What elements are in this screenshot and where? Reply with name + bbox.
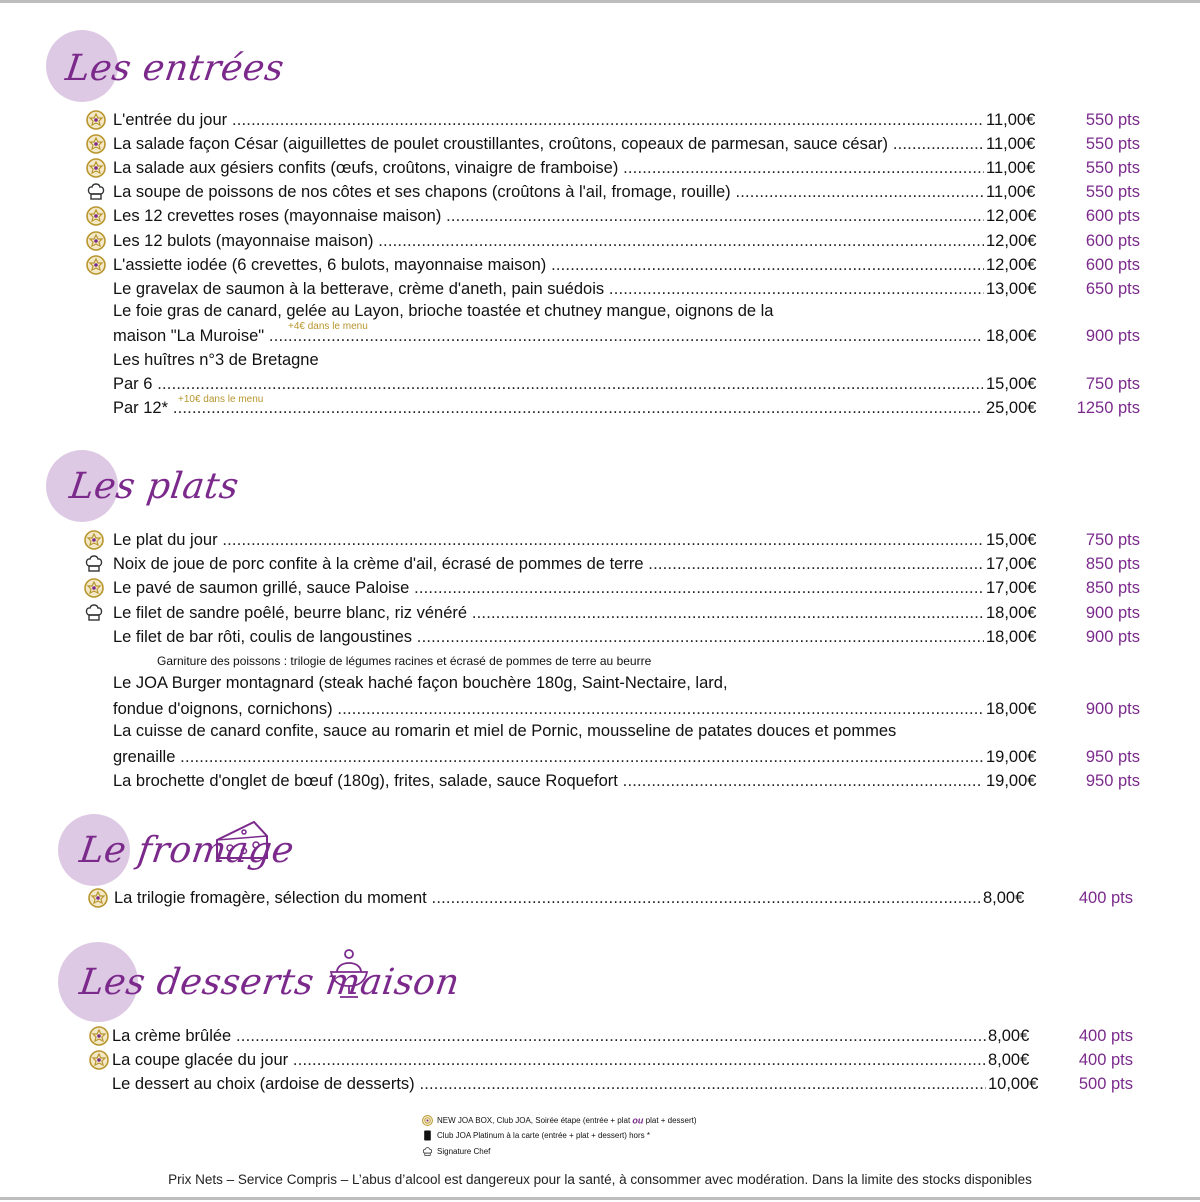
menu-item	[0, 133, 1200, 155]
item-name: La cuisse de canard confite, sauce au romarin et miel de Pornic, mousseline de patates douces et pommes	[113, 722, 897, 740]
item-name: L'assiette iodée (6 crevettes, 6 bulots, mayonnaise maison) .....	[113, 254, 984, 276]
item-points: 600 pts	[1085, 207, 1140, 226]
garniture-note: Garniture des poissons : trilogie de légumes racines et écrasé de pommes de terre au beurre	[157, 654, 652, 668]
item-points: 750 pts	[1085, 375, 1140, 393]
menu-item-burger	[0, 698, 1200, 720]
menu-item-burger-line1	[0, 672, 1200, 694]
joa-badge-icon	[84, 578, 104, 598]
chef-hat-icon	[84, 603, 104, 623]
menu-item	[0, 181, 1200, 203]
item-name: La salade aux gésiers confits (œufs, croûtons, vinaigre de framboise) .....	[113, 157, 984, 179]
item-points: 950 pts	[1085, 772, 1140, 790]
item-name: Le plat du jour .....	[113, 529, 984, 551]
item-price: 18,00€	[986, 603, 1037, 622]
menu-item	[0, 626, 1200, 648]
item-points: 900 pts	[1085, 627, 1140, 646]
item-name: Par 12* .....	[113, 397, 983, 419]
item-points: 900 pts	[1085, 603, 1140, 622]
item-name: La salade façon César (aiguillettes de poulet croustillantes, croûtons, copeaux de parmesan, sauce césar) .....	[113, 133, 984, 155]
menu-item	[0, 553, 1200, 575]
item-price: 8,00€	[988, 1051, 1030, 1070]
item-price: 17,00€	[986, 579, 1037, 598]
legend-ou: ou	[632, 1115, 644, 1126]
item-points: 500 pts	[1078, 1075, 1133, 1094]
section-title-entrees: Les entrées	[63, 48, 287, 89]
item-name: Le pavé de saumon grillé, sauce Paloise .....	[113, 577, 984, 599]
item-points: 600 pts	[1085, 231, 1140, 250]
item-name: Le foie gras de canard, gelée au Layon, brioche toastée et chutney mangue, oignons de la	[113, 302, 774, 320]
supplement-note: +4€ dans le menu	[288, 321, 368, 332]
menu-item	[0, 602, 1200, 624]
supplement-note: +10€ dans le menu	[178, 394, 264, 405]
item-name: Le filet de sandre poêlé, beurre blanc, riz vénéré .....	[113, 602, 984, 624]
item-points: 400 pts	[1078, 889, 1133, 907]
item-name: La soupe de poissons de nos côtes et ses chapons (croûtons à l'ail, fromage, rouille) .....	[113, 181, 984, 203]
menu-item	[0, 887, 1200, 909]
item-name: L'entrée du jour .....	[113, 109, 984, 131]
item-name: La crème brûlée .....	[112, 1025, 986, 1047]
item-price: 12,00€	[986, 255, 1037, 274]
bottom-border	[0, 1197, 1200, 1200]
item-name: La brochette d'onglet de bœuf (180g), frites, salade, sauce Roquefort .....	[113, 770, 983, 792]
item-name: Noix de joue de porc confite à la crème d'ail, écrasé de pommes de terre .....	[113, 553, 984, 575]
item-points: 900 pts	[1085, 700, 1140, 718]
platinum-card-icon	[422, 1130, 433, 1141]
item-price: 17,00€	[986, 555, 1037, 574]
item-price: 18,00€	[986, 327, 1037, 345]
joa-badge-icon	[89, 1050, 109, 1070]
item-price: 11,00€	[986, 135, 1036, 154]
menu-item-canard	[0, 746, 1200, 768]
menu-item-foie-gras	[0, 321, 1200, 347]
item-points: 950 pts	[1085, 748, 1140, 766]
top-border	[0, 0, 1200, 3]
item-price: 12,00€	[986, 207, 1037, 226]
menu-item-canard-line1	[0, 720, 1200, 742]
ice-cream-cup-icon	[328, 946, 370, 1000]
item-name: grenaille .....	[113, 746, 983, 768]
item-price: 15,00€	[986, 531, 1037, 549]
chef-hat-icon	[84, 554, 104, 574]
item-points: 650 pts	[1085, 279, 1140, 298]
menu-item	[0, 1073, 1200, 1095]
menu-item	[0, 205, 1200, 227]
joa-badge-icon	[89, 1026, 109, 1046]
item-points: 400 pts	[1078, 1027, 1133, 1045]
joa-badge-icon	[86, 255, 106, 275]
item-price: 13,00€	[986, 279, 1037, 298]
chef-hat-icon	[86, 182, 106, 202]
item-name: Les huîtres n°3 de Bretagne	[113, 351, 319, 369]
item-name: La coupe glacée du jour .....	[112, 1049, 986, 1071]
item-price: 18,00€	[986, 700, 1037, 718]
legend-signature: Signature Chef	[422, 1146, 490, 1157]
menu-item	[0, 109, 1200, 131]
menu-item	[0, 157, 1200, 179]
menu-item	[0, 230, 1200, 252]
item-points: 550 pts	[1085, 135, 1140, 154]
item-points: 550 pts	[1085, 111, 1140, 129]
item-name: Le filet de bar rôti, coulis de langoustines .....	[113, 626, 984, 648]
item-name: La trilogie fromagère, sélection du moment .....	[114, 887, 981, 909]
joa-badge-icon	[86, 134, 106, 154]
item-points: 600 pts	[1085, 255, 1140, 274]
cheese-icon	[214, 818, 270, 864]
item-points: 750 pts	[1085, 531, 1140, 549]
item-points: 550 pts	[1085, 183, 1140, 202]
joa-badge-icon	[86, 158, 106, 178]
item-price: 8,00€	[988, 1027, 1030, 1045]
menu-item-huitres-par6	[0, 373, 1200, 395]
joa-badge-icon	[88, 888, 108, 908]
item-price: 19,00€	[986, 748, 1037, 766]
footer-disclaimer: Prix Nets – Service Compris – L’abus d’alcool est dangereux pour la santé, à consommer avec modération. Dans la limite des stocks disponibles	[168, 1172, 1032, 1187]
section-title-desserts: Les desserts maison	[77, 962, 463, 1003]
item-name: fondue d'oignons, cornichons) .....	[113, 698, 983, 720]
joa-badge-icon	[86, 231, 106, 251]
item-points: 900 pts	[1085, 327, 1140, 345]
item-name: maison "La Muroise" .....	[113, 325, 983, 347]
item-price: 12,00€	[986, 231, 1037, 250]
menu-item	[0, 278, 1200, 300]
item-name: Les 12 crevettes roses (mayonnaise maison) .....	[113, 205, 984, 227]
item-price: 18,00€	[986, 627, 1037, 646]
item-price: 19,00€	[986, 772, 1037, 790]
item-name: Le gravelax de saumon à la betterave, crème d'aneth, pain suédois .....	[113, 278, 984, 300]
chef-hat-icon	[422, 1146, 433, 1157]
menu-item-huitres-title	[0, 349, 1200, 371]
joa-badge-icon	[422, 1115, 433, 1126]
menu-item-huitres-par12	[0, 394, 1200, 419]
item-name: Par 6 .....	[113, 373, 983, 395]
item-points: 550 pts	[1085, 159, 1140, 178]
item-points: 850 pts	[1085, 579, 1140, 598]
menu-item	[0, 529, 1200, 551]
menu-item-foie-gras-line1	[0, 300, 1200, 322]
item-name: Les 12 bulots (mayonnaise maison) .....	[113, 230, 984, 252]
menu-item	[0, 577, 1200, 599]
item-points: 400 pts	[1078, 1051, 1133, 1070]
menu-item-brochette	[0, 770, 1200, 792]
menu-item	[0, 1049, 1200, 1071]
section-title-plats: Les plats	[67, 466, 242, 507]
item-price: 8,00€	[983, 889, 1025, 907]
item-price: 10,00€	[988, 1075, 1039, 1094]
joa-badge-icon	[86, 206, 106, 226]
item-points: 1250 pts	[1076, 399, 1140, 417]
item-price: 11,00€	[986, 111, 1036, 129]
menu-item	[0, 1025, 1200, 1047]
item-price: 25,00€	[986, 399, 1037, 417]
section-title-fromage: Le fromage	[77, 830, 297, 871]
item-name: Le JOA Burger montagnard (steak haché façon bouchère 180g, Saint-Nectaire, lard,	[113, 674, 728, 692]
menu-item	[0, 254, 1200, 276]
joa-badge-icon	[84, 530, 104, 550]
item-price: 15,00€	[986, 375, 1037, 393]
item-price: 11,00€	[986, 183, 1036, 202]
legend-joa: NEW JOA BOX, Club JOA, Soirée étape (entrée + plat ou plat + dessert)	[422, 1115, 697, 1126]
legend-platinum: Club JOA Platinum à la carte (entrée + plat + dessert) hors *	[422, 1130, 650, 1141]
item-price: 11,00€	[986, 159, 1036, 178]
item-name: Le dessert au choix (ardoise de desserts) .....	[112, 1073, 986, 1095]
joa-badge-icon	[86, 110, 106, 130]
item-points: 850 pts	[1085, 555, 1140, 574]
